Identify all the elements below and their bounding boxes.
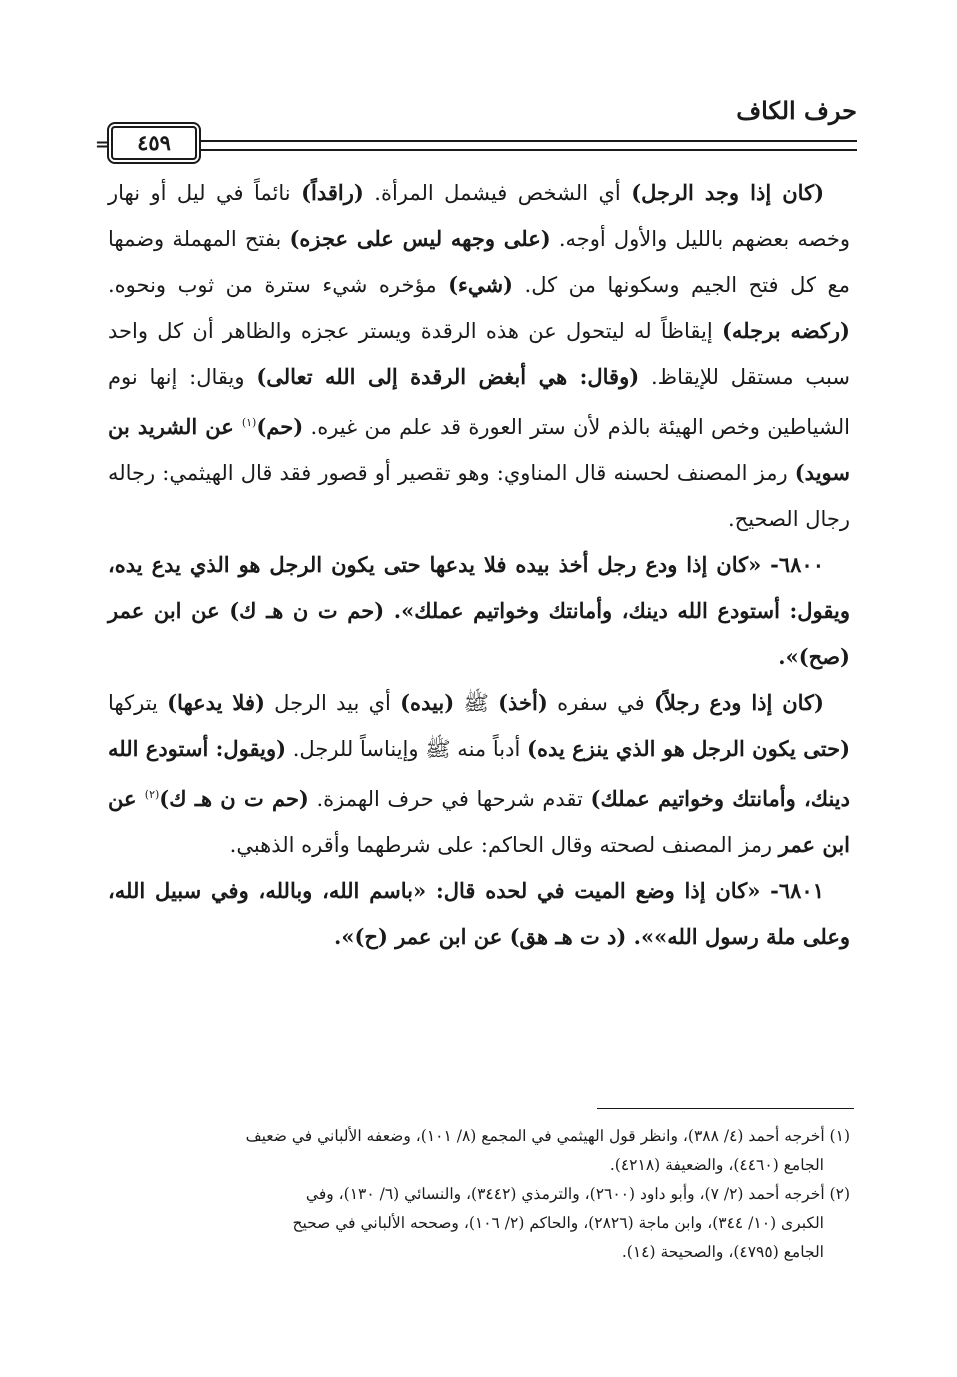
commentary-text: ويقال: إنها نوم الشياطين وخص الهيئة بالذم لأن ستر العورة قد علم من غيره. <box>108 365 851 439</box>
footnote-1-line-1: (١) أخرجه أحمد (٤/ ٣٨٨)، وانظر قول الهيثمي في المجمع (٨/ ١٠١)، وضعفه الألباني في ضعيف <box>245 1127 850 1145</box>
narrator-name: عن ابن عمر <box>108 786 850 857</box>
footnote-ref: (١) <box>241 416 257 429</box>
footnote-1 <box>108 1122 850 1180</box>
quoted-term: (ركضه برجله) <box>721 318 850 343</box>
commentary-text: أي بيد الرجل <box>264 691 401 715</box>
quoted-term: (على وجهه ليس على عجزه) <box>289 226 551 251</box>
quoted-term: (كان إذا ودع رجلاً) <box>653 690 824 715</box>
commentary-text: يتركها <box>108 691 168 715</box>
source-code: (حم) <box>256 414 304 439</box>
main-text <box>108 170 850 960</box>
footnote-1-line-2: الجامع (٤٤٦٠)، والضعيفة (٤٢١٨). <box>609 1156 824 1174</box>
footnote-2-line-3: الجامع (٤٧٩٥)، والصحيحة (١٤). <box>621 1243 824 1261</box>
quoted-term: (راقداً) <box>301 180 364 205</box>
header-ornament-mark: = <box>95 134 111 155</box>
footnotes <box>108 1122 850 1267</box>
quoted-term: (ويقول: أستودع الله دينك، وأمانتك وخواتيم عملك) <box>108 736 851 811</box>
commentary-text: نائماً في ليل أو نهار وخصه بعضهم بالليل والأول أوجه. <box>108 181 850 251</box>
source-code: (حم ت ن هـ ك) <box>159 786 309 811</box>
narrator-name: عن الشريد بن سويد) <box>108 414 850 485</box>
footnote-ref: (٢) <box>144 788 160 801</box>
footnote-2-line-2: الكبرى (١٠/ ٣٤٤)، وابن ماجة (٢٨٢٦)، والحاكم (٢/ ١٠٦)، وصححه الألباني في صحيح <box>292 1214 824 1232</box>
commentary-paragraph-2 <box>108 680 850 868</box>
commentary-text: تقدم شرحها في حرف الهمزة. <box>308 787 591 811</box>
quoted-term: (شيء) <box>448 272 513 297</box>
quoted-term: (أخذ) <box>498 690 548 715</box>
footnote-2 <box>108 1180 850 1267</box>
header-double-rule <box>200 140 857 151</box>
page-header <box>95 96 857 158</box>
page-number: ٤٥٩ <box>111 126 197 160</box>
commentary-text: إيقاظاً له ليتحول عن هذه الرقدة ويستر عجزه والظاهر أن كل واحد سبب مستقل للإيقاظ. <box>108 319 850 389</box>
quoted-term: (فلا يدعها) <box>167 690 265 715</box>
commentary-text: في سفره <box>547 691 654 715</box>
quoted-term: (حتى يكون الرجل هو الذي ينزع يده) <box>527 736 850 761</box>
quoted-term: (وقال: هي أبغض الرقدة إلى الله تعالى) <box>256 364 640 389</box>
quoted-term: (بيده) <box>400 690 455 715</box>
commentary-text: ﷺ <box>454 691 499 715</box>
commentary-text: أي الشخص فيشمل المرأة. <box>363 181 632 205</box>
commentary-text: بفتح المهملة وضمها مع كل فتح الجيم وسكونها من كل. <box>108 227 850 297</box>
running-title: حرف الكاف <box>736 96 857 125</box>
commentary-text: رمز المصنف لحسنه قال المناوي: وهو تقصير أو قصور فقد قال الهيثمي: رجاله رجال الصحيح. <box>108 461 850 531</box>
hadith-6801: ٦٨٠١- «كان إذا وضع الميت في لحده قال: «باسم الله، وبالله، وفي سبيل الله، وعلى ملة رسول الله»». (د ت هـ هق) عن ابن عمر (ح)». <box>108 878 850 949</box>
footnote-2-line-1: (٢) أخرجه أحمد (٢/ ٧)، وأبو داود (٢٦٠٠)، والترمذي (٣٤٤٢)، والنسائي (٦/ ١٣٠)، وفي <box>305 1185 850 1203</box>
quoted-term: (كان إذا وجد الرجل) <box>631 180 825 205</box>
hadith-6800: ٦٨٠٠- «كان إذا ودع رجل أخذ بيده فلا يدعها حتى يكون الرجل هو الذي يدع يده، ويقول: أستودع الله دينك، وأمانتك وخواتيم عملك». (حم ت ن هـ ك) عن ابن عمر (صح)». <box>108 552 850 669</box>
commentary-paragraph-1 <box>108 170 850 542</box>
commentary-text: رمز المصنف لصحته وقال الحاكم: على شرطهما وأقره الذهبي. <box>229 833 779 857</box>
footnote-separator <box>597 1108 854 1109</box>
commentary-text: مؤخره شيء سترة من ثوب ونحوه. <box>108 273 449 297</box>
commentary-text: أدباً منه ﷺ وإيناساً للرجل. <box>286 737 528 761</box>
